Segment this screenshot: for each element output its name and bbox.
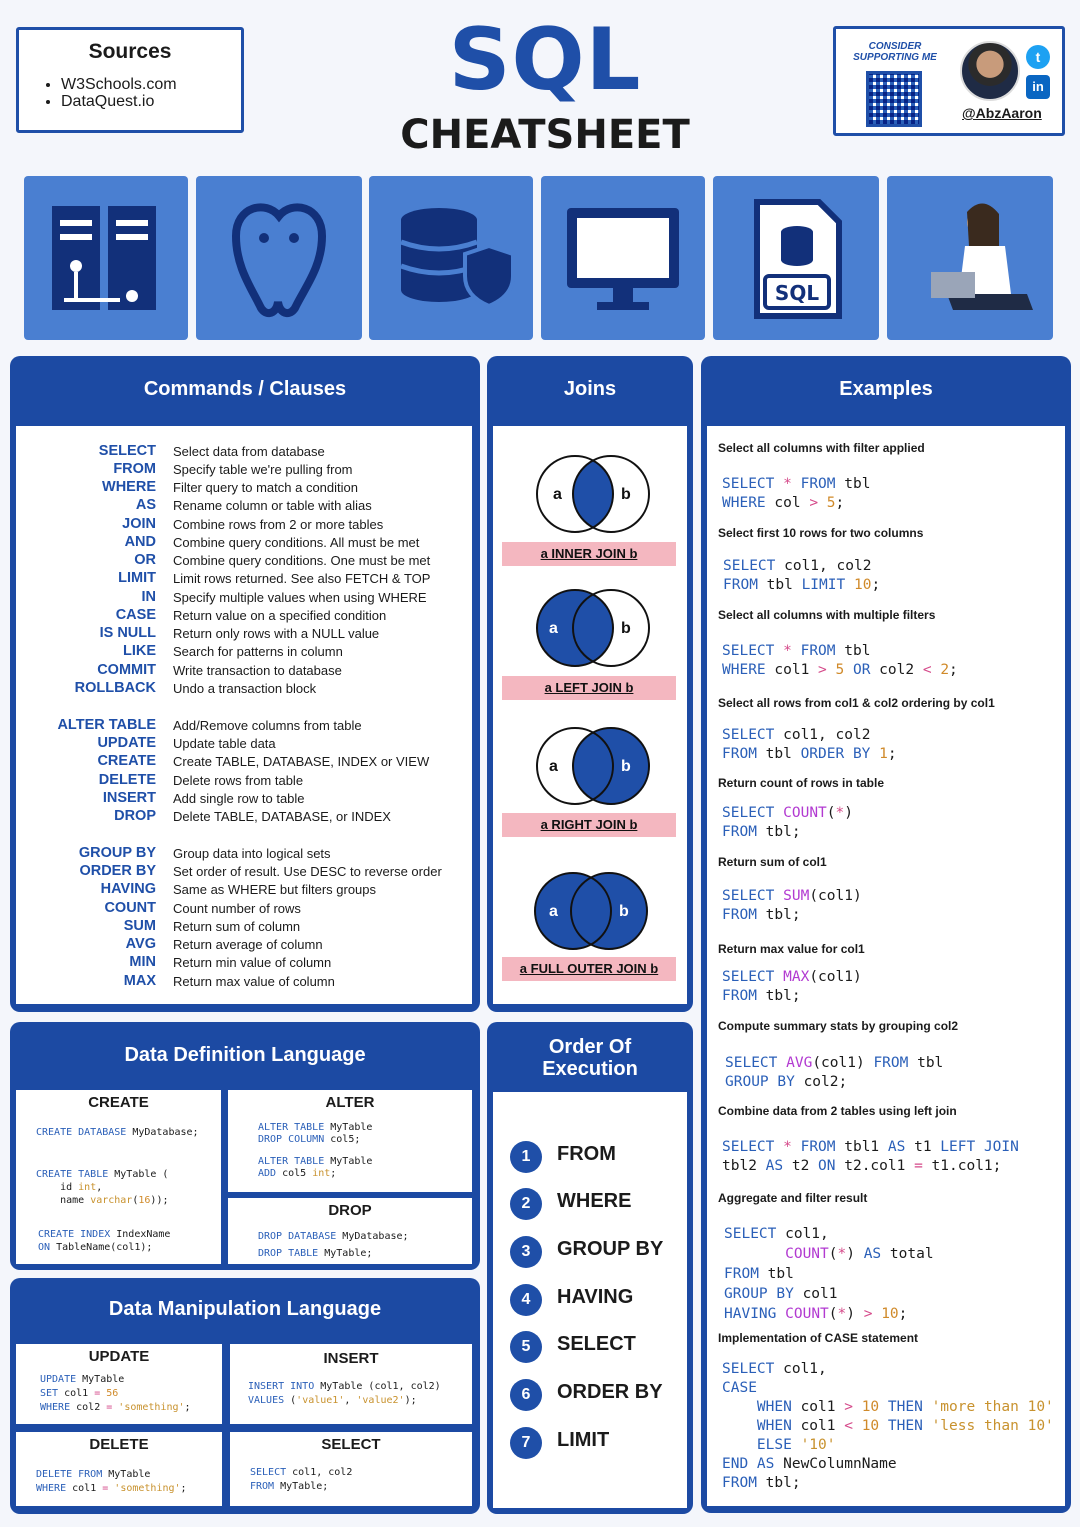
step-label: GROUP BY [557,1238,664,1260]
venn-label-b: b [621,758,631,775]
venn-label-b: b [619,903,629,920]
step-label: HAVING [557,1286,634,1308]
example-heading: Select all columns with filter applied [718,441,925,455]
example-heading: Combine data from 2 tables using left join [718,1104,957,1118]
inner-join-label: a INNER JOIN b [502,542,676,566]
venn-label-a: a [549,903,558,920]
example-heading: Aggregate and filter result [718,1191,868,1205]
cmd-select: SELECT [98,443,156,459]
example-code: SELECT col1, CASE WHEN col1 > 10 THEN 'more than 10' WHEN col1 < 10 THEN 'less than 10' ELSE '10' END AS NewColumnName FROM tbl; [722,1361,1054,1491]
cmd-or: OR [134,552,156,568]
sql-file-icon [713,176,879,340]
cmd-avg: AVG [125,936,156,952]
example-heading: Implementation of CASE statement [718,1331,919,1345]
cmd-commit: COMMIT [97,662,156,678]
venn-diagrams [493,426,687,1004]
dml-insert-code: INSERT INTO MyTable (col1, col2) VALUES ('value1', 'value2'); [248,1381,441,1406]
postgres-elephant-icon [196,176,362,340]
cmd-desc: Select data from database [173,444,325,459]
step-label: SELECT [557,1333,636,1355]
page-subtitle: CHEATSHEET [400,112,690,158]
commands-list [16,426,472,1004]
cmd-desc: Search for patterns in column [173,644,343,659]
cmd-desc: Specify multiple values when using WHERE [173,590,427,605]
cmd-desc: Group data into logical sets [173,846,331,861]
example-heading: Compute summary stats by grouping col2 [718,1019,959,1033]
cmd-desc: Write transaction to database [173,663,342,678]
cmd-having: HAVING [100,881,156,897]
cmd-desc: Add single row to table [173,791,305,806]
cmd-desc: Combine query conditions. One must be met [173,553,431,568]
cmd-desc: Undo a transaction block [173,681,317,696]
venn-label-a: a [549,620,558,637]
cmd-max: MAX [123,973,156,989]
support-box [833,26,1065,136]
cmd-desc: Return value on a specified condition [173,608,387,623]
dml-insert-cell [230,1344,472,1424]
dml-delete-code: DELETE FROM MyTable WHERE col1 = 'something'; [36,1469,187,1494]
server-icon [24,176,188,340]
source-item[interactable]: • W3Schools.com [61,76,241,93]
cmd-desc: Return sum of column [173,919,301,934]
person-laptop-icon [887,176,1053,340]
example-heading: Select all rows from col1 & col2 ordering by col1 [718,696,995,710]
cmd-is-null: IS NULL [99,625,156,641]
example-heading: Return count of rows in table [718,776,885,790]
sources-box [16,27,244,133]
database-shield-icon [369,176,533,340]
cmd-desc: Specify table we're pulling from [173,462,353,477]
joins-title: Joins [563,378,617,400]
step-number: 7 [510,1427,542,1459]
cmd-drop: DROP [114,808,156,824]
ddl-create-cell [16,1090,221,1264]
ddl-create-table-code: CREATE TABLE MyTable ( id int, name varchar(16)); [36,1169,169,1206]
cmd-limit: LIMIT [118,570,156,586]
cmd-desc: Return only rows with a NULL value [173,626,380,641]
avatar [960,41,1020,101]
example-code: SELECT * FROM tbl1 AS t1 LEFT JOIN tbl2 AS t2 ON t2.col1 = t1.col1; [722,1139,1019,1174]
qr-code-icon[interactable] [866,71,922,127]
right-join-label: a RIGHT JOIN b [502,813,676,837]
dml-update-title: UPDATE [88,1348,150,1365]
cmd-where: WHERE [102,479,156,495]
example-heading: Return max value for col1 [718,942,865,956]
cmd-desc: Return max value of column [173,974,335,989]
cmd-desc: Delete TABLE, DATABASE, or INDEX [173,809,391,824]
cmd-min: MIN [129,954,156,970]
dml-update-cell [16,1344,222,1424]
ddl-drop-cell [228,1198,472,1264]
example-code: SELECT col1, col2 FROM tbl ORDER BY 1; [722,727,897,762]
example-code: SELECT * FROM tbl WHERE col > 5; [722,476,871,511]
cmd-alter-table: ALTER TABLE [57,717,156,733]
ddl-alter-add-code: ALTER TABLE MyTable ADD col5 int; [258,1156,373,1179]
cmd-delete: DELETE [98,772,156,788]
cmd-desc: Same as WHERE but filters groups [173,882,377,897]
example-code: SELECT * FROM tbl WHERE col1 > 5 OR col2 < 2; [722,643,958,678]
ddl-alter-title: ALTER [325,1094,375,1111]
example-code: SELECT MAX(col1) FROM tbl; [722,969,862,1004]
left-join-label: a LEFT JOIN b [502,676,676,700]
step-number: 3 [510,1236,542,1268]
step-label: FROM [557,1143,616,1165]
cmd-desc: Limit rows returned. See also FETCH & TOP [173,571,431,586]
step-number: 4 [510,1284,542,1316]
author-handle[interactable]: @AbzAaron [962,105,1042,121]
ddl-drop-code: DROP DATABASE MyDatabase; DROP TABLE MyTable; [258,1231,409,1259]
cmd-desc: Set order of result. Use DESC to reverse order [173,864,442,879]
order-title-line1: Order Of [548,1036,632,1058]
venn-label-a: a [549,758,558,775]
sources-title: Sources [88,40,172,63]
cmd-desc: Combine rows from 2 or more tables [173,517,384,532]
ddl-alter-cell [228,1090,472,1192]
example-code: SELECT SUM(col1) FROM tbl; [722,888,862,923]
cmd-desc: Filter query to match a condition [173,480,358,495]
dml-title: Data Manipulation Language [108,1298,382,1320]
example-heading: Return sum of col1 [718,855,827,869]
step-label: ORDER BY [557,1381,663,1403]
cmd-desc: Return min value of column [173,955,332,970]
page-title: SQL [448,10,642,110]
sources-list [61,76,241,110]
step-number: 5 [510,1331,542,1363]
linkedin-icon[interactable]: in [1026,75,1050,99]
cmd-and: AND [124,534,156,550]
cmd-rollback: ROLLBACK [74,680,156,696]
example-heading: Select all columns with multiple filters [718,608,936,622]
venn-label-a: a [553,486,562,503]
cmd-group-by: GROUP BY [78,845,156,861]
dml-delete-cell [16,1432,222,1506]
order-title [487,1036,693,1080]
dml-select-title: SELECT [321,1436,381,1453]
dml-select-code: SELECT col1, col2 FROM MyTable; [250,1467,353,1492]
monitor-icon [541,176,705,340]
cmd-desc: Rename column or table with alias [173,498,372,513]
venn-label-b: b [621,620,631,637]
cmd-insert: INSERT [102,790,156,806]
dml-insert-title: INSERT [323,1350,379,1367]
ddl-create-index-code: CREATE INDEX IndexName ON TableName(col1); [38,1229,171,1253]
step-number: 1 [510,1141,542,1173]
cmd-like: LIKE [122,643,156,659]
cmd-order-by: ORDER BY [79,863,156,879]
cmd-from: FROM [113,461,156,477]
step-label: LIMIT [557,1429,610,1451]
ddl-title: Data Definition Language [124,1044,366,1066]
dml-update-code: UPDATE MyTable SET col1 = 56 WHERE col2 = 'something'; [40,1374,191,1413]
example-code: SELECT col1, COUNT(*) AS total FROM tbl GROUP BY col1 HAVING COUNT(*) > 10; [724,1226,934,1322]
cmd-desc: Combine query conditions. All must be met [173,535,420,550]
commands-panel [10,356,480,1012]
cmd-as: AS [135,497,156,513]
cmd-desc: Count number of rows [173,901,301,916]
support-caption: CONSIDER SUPPORTING ME [853,41,937,63]
twitter-icon[interactable]: t [1026,45,1050,69]
cmd-desc: Create TABLE, DATABASE, INDEX or VIEW [173,754,430,769]
cmd-desc: Add/Remove columns from table [173,718,362,733]
venn-label-b: b [621,486,631,503]
step-number: 2 [510,1188,542,1220]
cmd-desc: Return average of column [173,937,323,952]
dml-select-cell [230,1432,472,1506]
cmd-count: COUNT [104,900,156,916]
cmd-in: IN [141,589,156,605]
ddl-create-title: CREATE [88,1094,149,1111]
source-item[interactable]: • DataQuest.io [61,93,241,110]
example-code: SELECT col1, col2 FROM tbl LIMIT 10; [723,558,881,593]
step-number: 6 [510,1379,542,1411]
commands-title: Commands / Clauses [143,378,347,400]
example-code: SELECT COUNT(*) FROM tbl; [722,805,853,840]
ddl-create-code: CREATE DATABASE MyDatabase; [36,1127,199,1138]
ddl-alter-code: ALTER TABLE MyTable DROP COLUMN col5; [258,1122,373,1145]
cmd-desc: Delete rows from table [173,773,304,788]
step-label: WHERE [557,1190,632,1212]
example-code: SELECT AVG(col1) FROM tbl GROUP BY col2; [725,1055,944,1090]
cmd-sum: SUM [123,918,156,934]
svg-text:SQL: SQL [774,281,820,305]
examples-title: Examples [839,378,933,400]
dml-delete-title: DELETE [89,1436,149,1453]
full-outer-join-label: a FULL OUTER JOIN b [502,957,676,981]
cmd-desc: Update table data [173,736,276,751]
cmd-update: UPDATE [97,735,156,751]
cmd-case: CASE [115,607,156,623]
cmd-create: CREATE [97,753,156,769]
example-heading: Select first 10 rows for two columns [718,526,924,540]
ddl-drop-title: DROP [328,1202,372,1219]
order-title-line2: Execution [542,1058,638,1080]
cmd-join: JOIN [122,516,156,532]
